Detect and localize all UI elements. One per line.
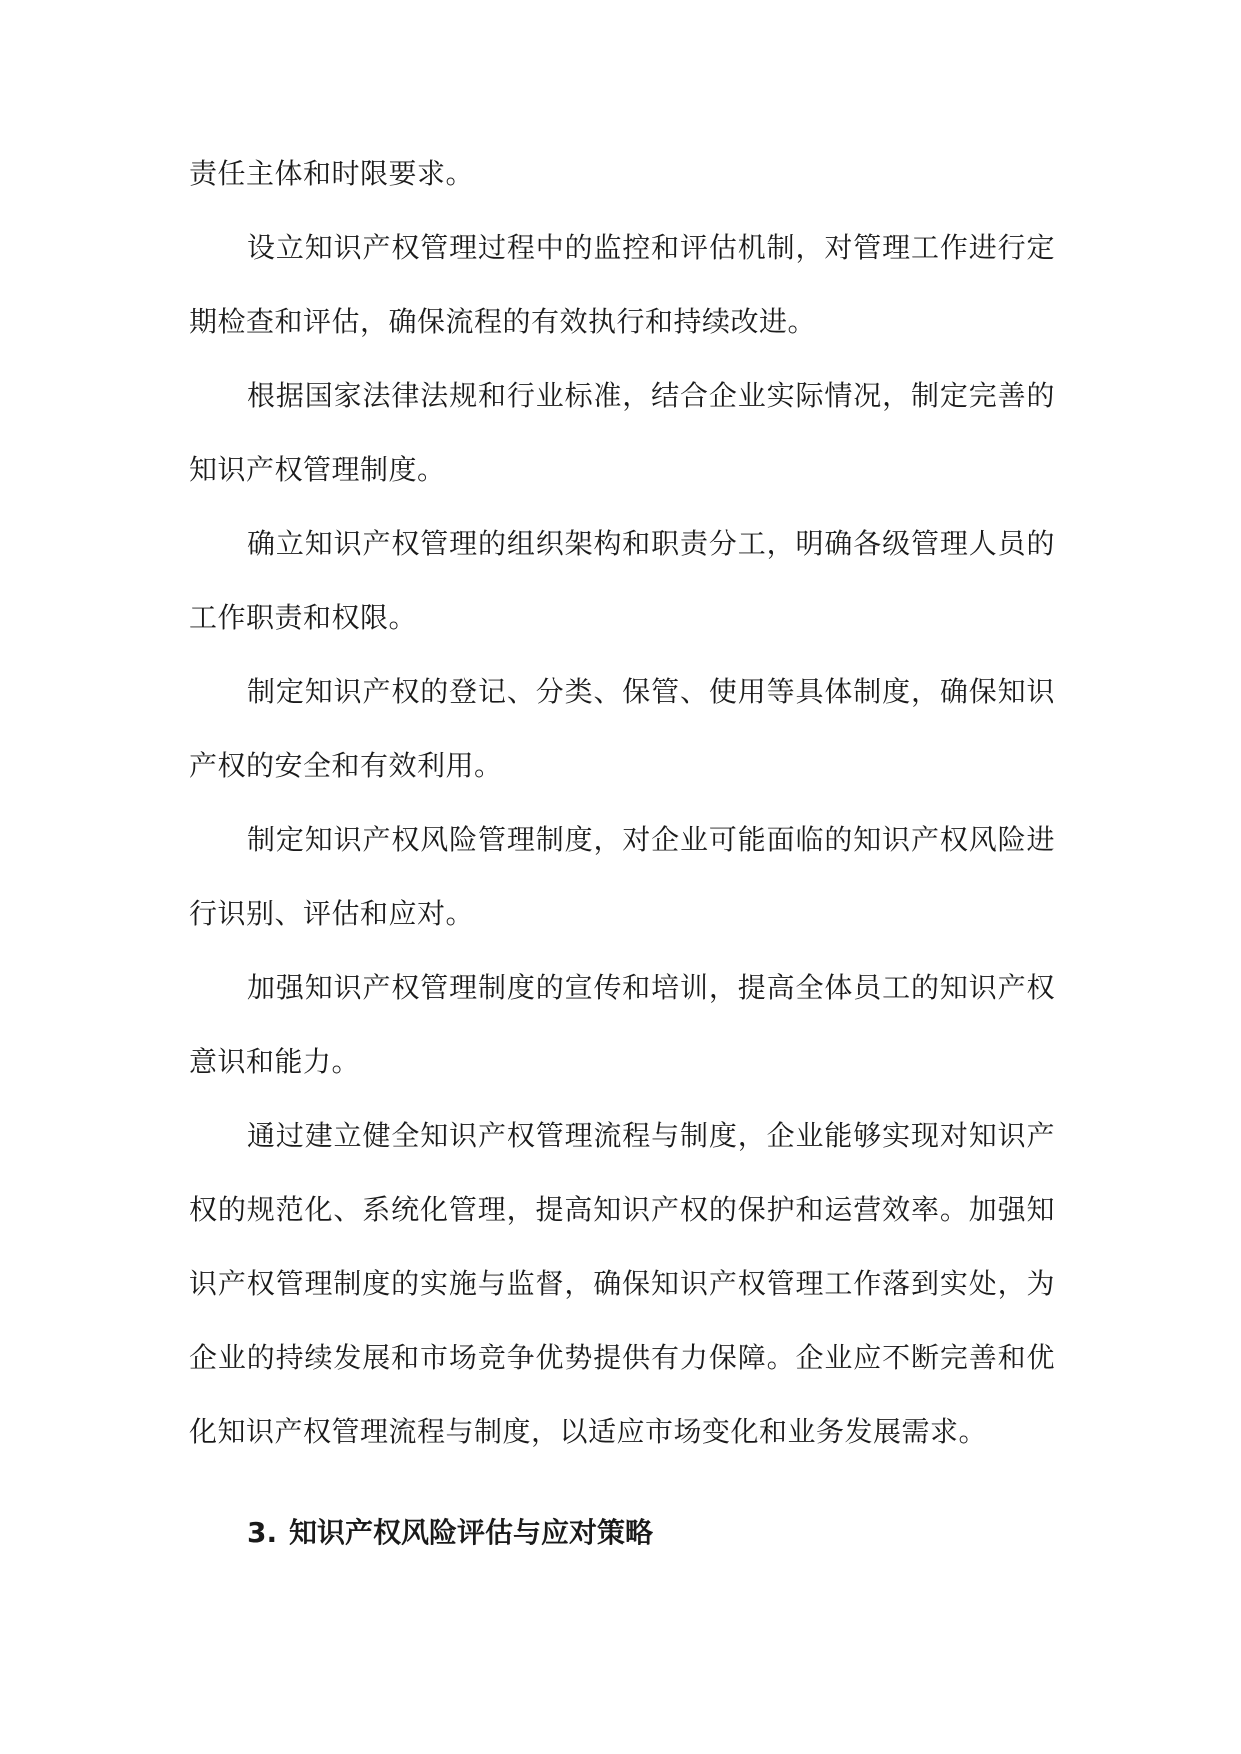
paragraph-risk-management: 制定知识产权风险管理制度，对企业可能面临的知识产权风险进行识别、评估和应对。: [189, 823, 1055, 930]
section-heading: [247, 1513, 653, 1553]
body-text: [189, 137, 1055, 1469]
paragraph-organization: 确立知识产权管理的组织架构和职责分工，明确各级管理人员的工作职责和权限。: [189, 527, 1055, 634]
paragraph-summary: 通过建立健全知识产权管理流程与制度，企业能够实现对知识产权的规范化、系统化管理，提高知识产权的保护和运营效率。加强知识产权管理制度的实施与监督，确保知识产权管理工作落到实处，为企业的持续发展和市场竞争优势提供有力保障。企业应不断完善和优化知识产权管理流程与制度，以适应市场变化和业务发展需求。: [189, 1119, 1055, 1448]
section-title: 知识产权风险评估与应对策略: [289, 1516, 654, 1549]
paragraph-continuation: 责任主体和时限要求。: [189, 157, 475, 190]
paragraph-registration: 制定知识产权的登记、分类、保管、使用等具体制度，确保知识产权的安全和有效利用。: [189, 675, 1055, 782]
section-number: 3.: [247, 1516, 278, 1549]
paragraph-training: 加强知识产权管理制度的宣传和培训，提高全体员工的知识产权意识和能力。: [189, 971, 1055, 1078]
paragraph-monitoring: 设立知识产权管理过程中的监控和评估机制，对管理工作进行定期检查和评估，确保流程的有效执行和持续改进。: [189, 231, 1055, 338]
paragraph-regulations: 根据国家法律法规和行业标准，结合企业实际情况，制定完善的知识产权管理制度。: [189, 379, 1055, 486]
